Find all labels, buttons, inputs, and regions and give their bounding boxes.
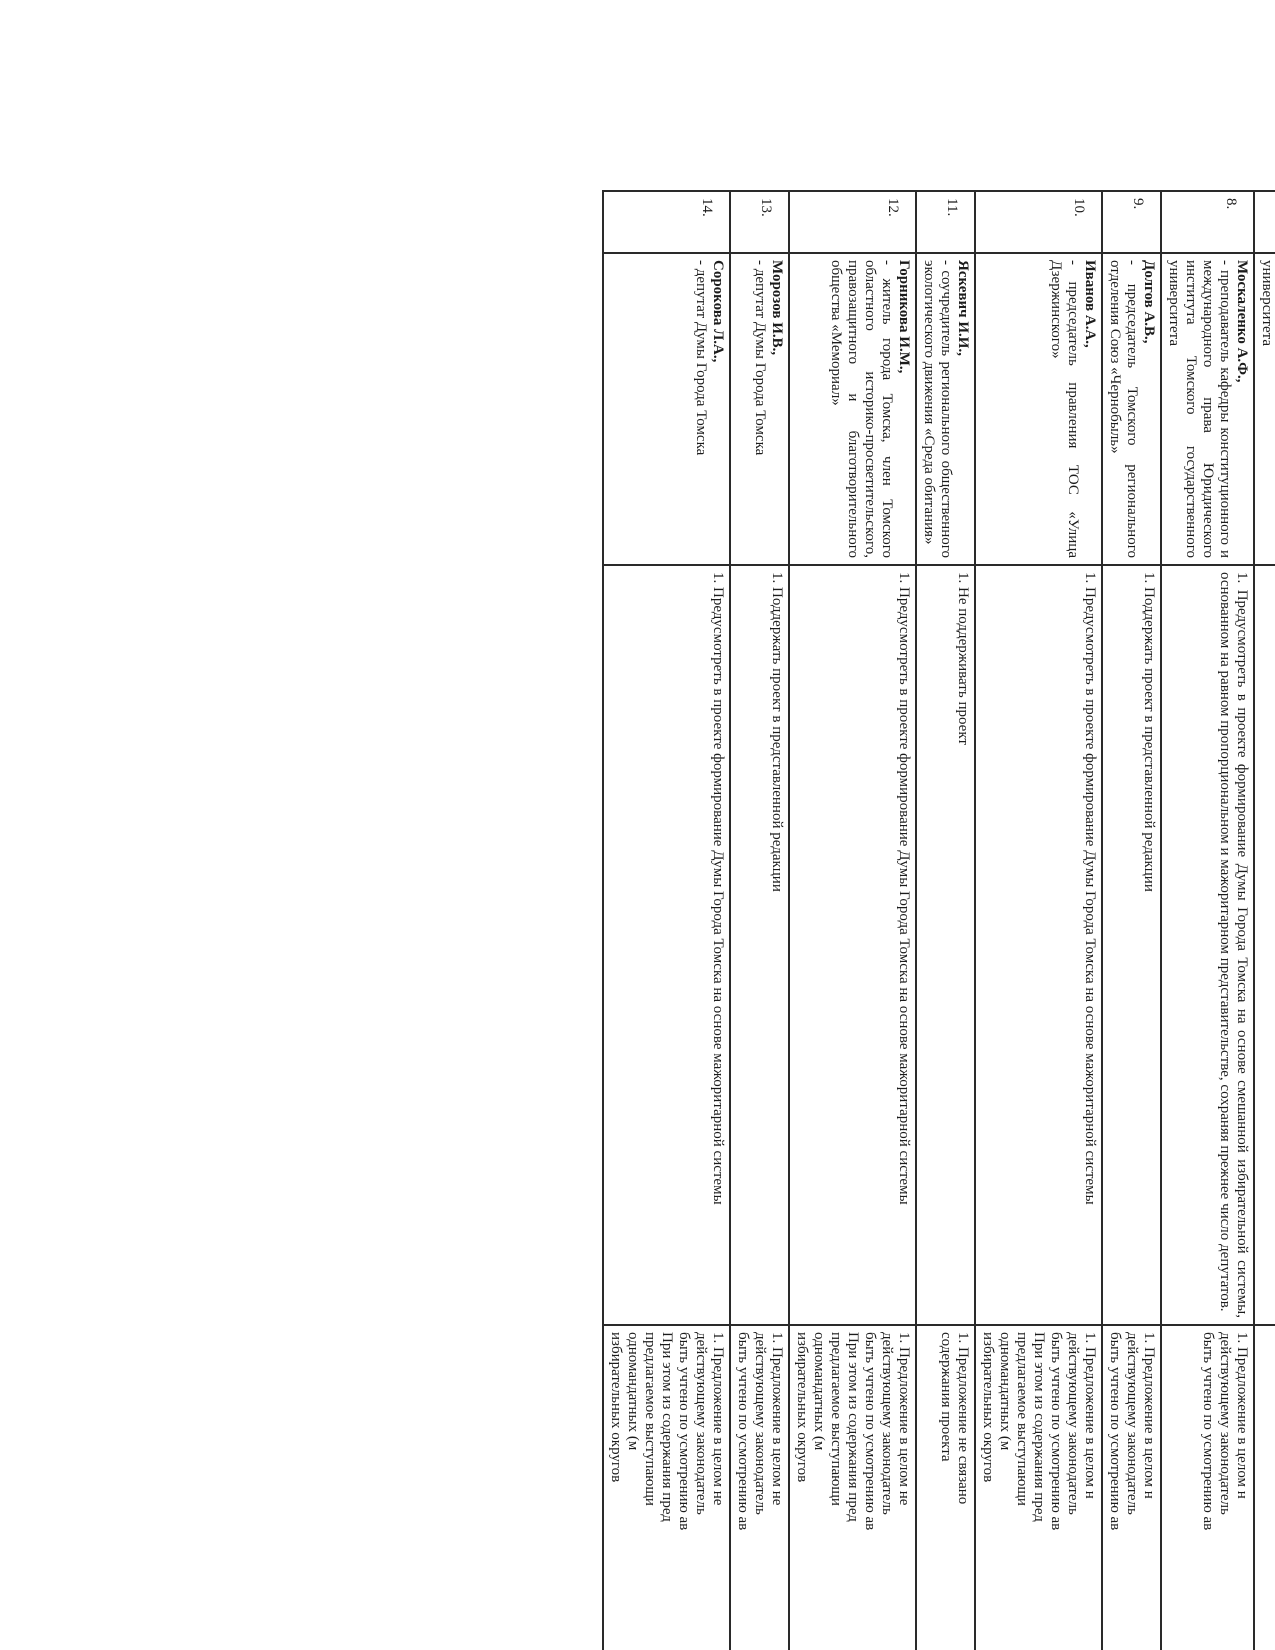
participant-name: Долгов А.В., [1141, 260, 1157, 344]
cell-participant [730, 253, 789, 565]
cell-result [603, 1325, 730, 1650]
row-number-text: 14. [699, 198, 715, 217]
cell-result [916, 1325, 975, 1650]
row-number [1161, 191, 1254, 253]
proposal-text: 1. Предусмотреть в проекте формирование Думы Города Томска на основе мажоритарной системы [710, 572, 726, 1205]
table-row [1102, 191, 1161, 1650]
participant-description: - преподаватель кафедры конституционного и международного права Юридического института Томского государственного университета [1166, 260, 1233, 558]
row-number-text: 8. [1223, 198, 1239, 210]
result-line: действующему законодатель [693, 1332, 709, 1515]
cell-result [1254, 1325, 1275, 1650]
result-text [793, 1332, 912, 1650]
result-text [937, 1332, 971, 1650]
result-line: избирательных округов [794, 1332, 810, 1483]
cell-participant [789, 253, 916, 565]
row-number-text: 11. [944, 198, 960, 217]
cell-result [1102, 1325, 1161, 1650]
cell-result [730, 1325, 789, 1650]
result-line: действующему законодатель [1217, 1332, 1233, 1515]
result-line: При этом из содержания пред [845, 1332, 861, 1522]
cell-proposal [603, 565, 730, 1325]
participant-description: - депутат Думы Города Томска [693, 260, 709, 456]
proposal-text: 1. Предусмотреть в проекте формирование Думы Города Томска на основе мажоритарной системы [1082, 572, 1098, 1205]
result-line: быть учтено по усмотрению ав [676, 1332, 692, 1531]
result-line: быть учтено по усмотрению ав [735, 1332, 751, 1531]
result-line: 1. Предложение в целом не [710, 1332, 726, 1506]
row-number-text: 13. [758, 198, 774, 217]
cell-proposal [730, 565, 789, 1325]
cell-result [1161, 1325, 1254, 1650]
cell-proposal [916, 565, 975, 1325]
proposal-text: 1. Предусмотреть в проекте формирование Думы Города Томска на основе мажоритарной системы [896, 572, 912, 1205]
proposal-text: 1. Предусмотреть в проекте формирование Думы Города Томска на основе смешанной избирательной системы, основанном на равном пропорциональном и мажоритарном представительстве, сохраняя прежнее число депутатов. [1217, 572, 1250, 1318]
row-number-text: 12. [885, 198, 901, 217]
cell-participant [603, 253, 730, 565]
result-line: избирательных округов [608, 1332, 624, 1483]
participant-name: Яскевич И.И., [955, 260, 971, 356]
result-line: 1. Предложение не связано [955, 1332, 971, 1505]
row-number [730, 191, 789, 253]
cell-result [975, 1325, 1102, 1650]
participant-description: - житель города Томска, член Томского областного историко-просветительского, правозащитного и благотворительного общества «Мемориал» [828, 260, 895, 558]
result-line: избирательных округов [980, 1332, 996, 1483]
participant-description: - председатель правления ТОС «Улица Дзержинского» [1048, 260, 1081, 558]
cell-result [789, 1325, 916, 1650]
cell-participant [1102, 253, 1161, 565]
result-line: При этом из содержания пред [1031, 1332, 1047, 1522]
result-line: действующему законодатель [879, 1332, 895, 1515]
participant-name: Сорокова Л.А., [710, 260, 726, 363]
table-row [916, 191, 975, 1650]
row-number-text: 9. [1130, 198, 1146, 210]
row-number-text: 10. [1071, 198, 1087, 217]
result-line: быть учтено по усмотрению ав [1048, 1332, 1064, 1531]
result-text [1199, 1332, 1250, 1650]
result-line: 1. Предложение в целом н [1234, 1332, 1250, 1499]
result-text [607, 1332, 726, 1650]
proposals-table [602, 190, 1275, 1650]
result-line: действующему законодатель [752, 1332, 768, 1515]
cell-participant [916, 253, 975, 565]
cell-proposal [1254, 565, 1275, 1325]
row-number [975, 191, 1102, 253]
result-line: действующему законодатель [1065, 1332, 1081, 1515]
result-line: 1. Предложение в целом н [1141, 1332, 1157, 1499]
row-number [1102, 191, 1161, 253]
result-line: одномандатных (м [625, 1332, 641, 1451]
cell-num [1254, 191, 1275, 253]
table-row [975, 191, 1102, 1650]
result-line: предлагаемое выступающи [642, 1332, 658, 1506]
result-line: предлагаемое выступающи [1014, 1332, 1030, 1506]
table-row [603, 191, 730, 1650]
continued-text: университета [1259, 260, 1275, 347]
table-row [789, 191, 916, 1650]
proposal-text: 1. Поддержать проект в представленной редакции [1141, 572, 1157, 892]
result-line: 1. Предложение в целом не [769, 1332, 785, 1506]
participant-description: - председатель Томского регионального отделения Союз «Чернобыль» [1107, 260, 1140, 558]
continued-row [1254, 191, 1275, 1650]
cell-proposal [789, 565, 916, 1325]
proposal-text: 1. Поддержать проект в представленной редакции [769, 572, 785, 892]
participant-name: Иванов А.А., [1082, 260, 1098, 348]
participant-name: Москаленко А.Ф., [1234, 260, 1250, 383]
participant-name: Морозов И.В., [769, 260, 785, 356]
result-line: содержания проекта [938, 1332, 954, 1462]
result-line: одномандатных (м [997, 1332, 1013, 1451]
result-line: быть учтено по усмотрению ав [862, 1332, 878, 1531]
cell-participant [1254, 253, 1275, 565]
result-text [979, 1332, 1098, 1650]
result-line: быть учтено по усмотрению ав [1107, 1332, 1123, 1531]
result-line: 1. Предложение в целом не [896, 1332, 912, 1506]
result-text [734, 1332, 785, 1650]
participant-name: Горникова И.М., [896, 260, 912, 374]
cell-participant [975, 253, 1102, 565]
participant-description: - депутат Думы Города Томска [752, 260, 768, 456]
row-number [603, 191, 730, 253]
cell-participant [1161, 253, 1254, 565]
cell-proposal [1161, 565, 1254, 1325]
row-number [789, 191, 916, 253]
participant-description: - соучредитель регионального общественного экологического движения «Среда обитания» [921, 260, 954, 558]
result-line: предлагаемое выступающи [828, 1332, 844, 1506]
row-number [916, 191, 975, 253]
result-line: действующему законодатель [1124, 1332, 1140, 1515]
proposal-text: 1. Не поддерживать проект [955, 572, 971, 745]
result-line: При этом из содержания пред [659, 1332, 675, 1522]
table-row [1161, 191, 1254, 1650]
rotated-table-wrapper [265, 190, 1275, 1650]
result-text [1106, 1332, 1157, 1650]
result-line: 1. Предложение в целом н [1082, 1332, 1098, 1499]
table-row [730, 191, 789, 1650]
cell-proposal [975, 565, 1102, 1325]
cell-proposal [1102, 565, 1161, 1325]
result-line: одномандатных (м [811, 1332, 827, 1451]
result-line: быть учтено по усмотрению ав [1200, 1332, 1216, 1531]
